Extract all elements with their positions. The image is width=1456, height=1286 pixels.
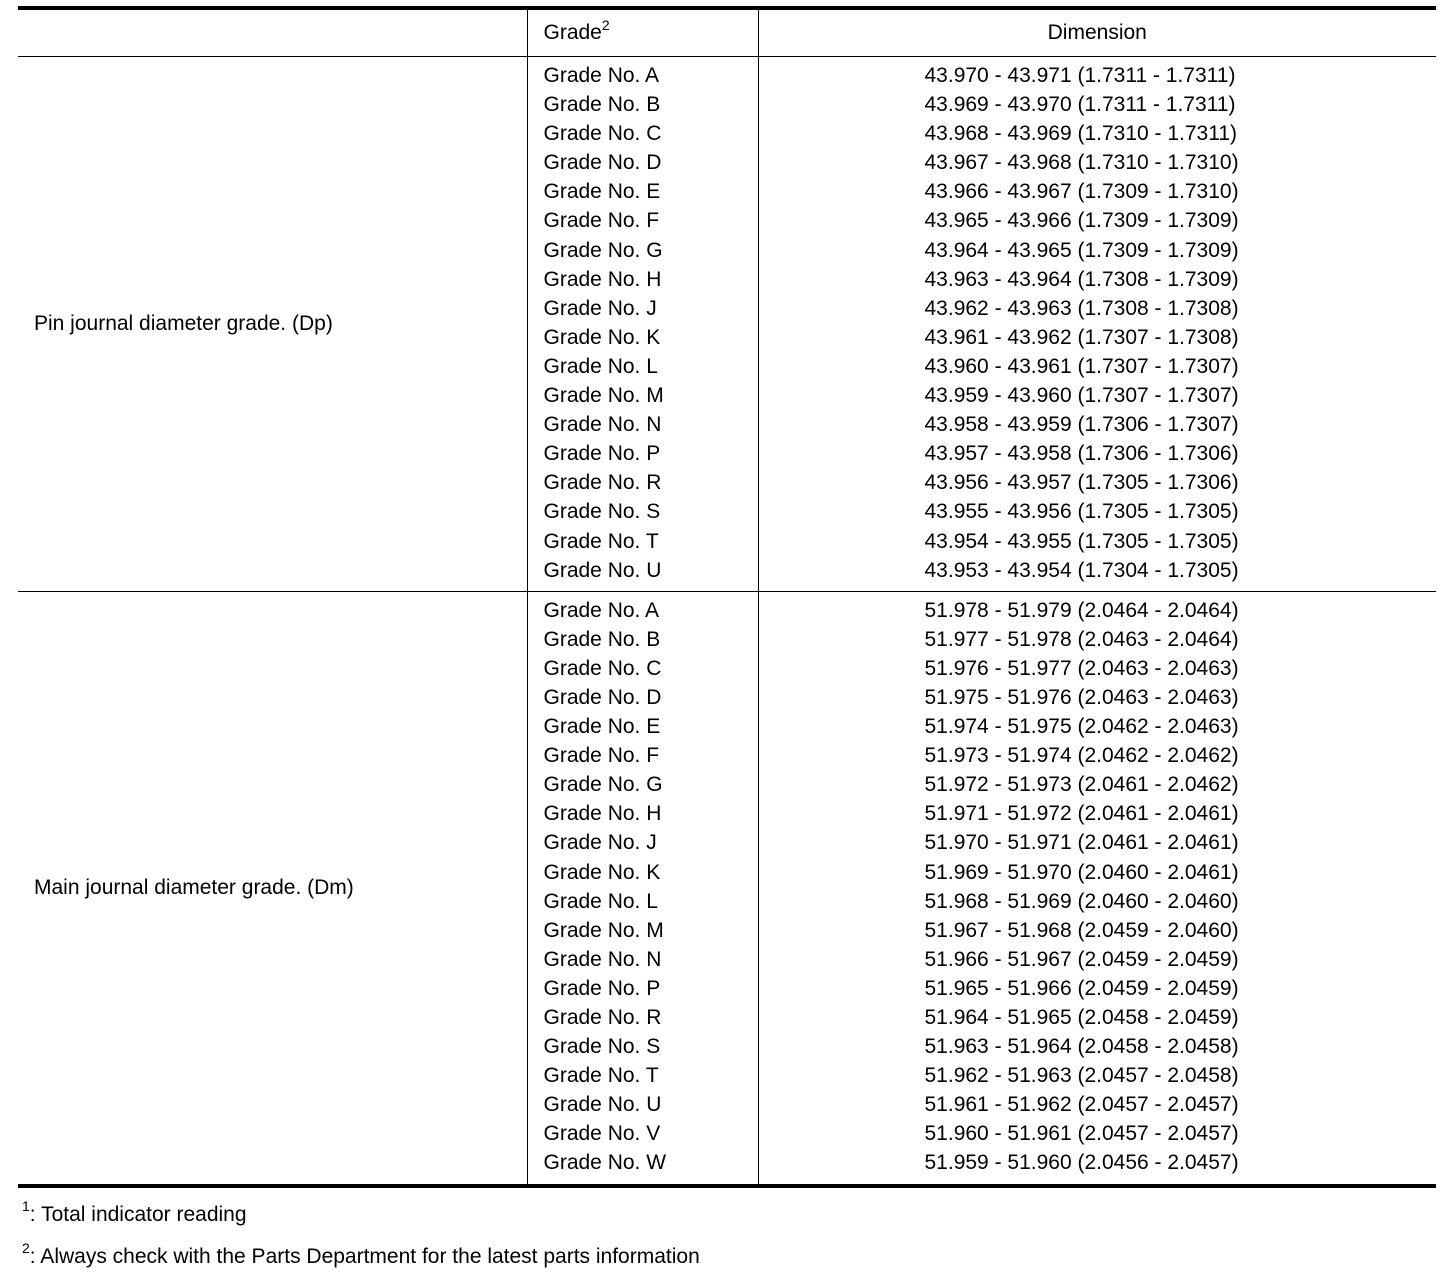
grade-cell: Grade No. P — [543, 976, 661, 1000]
dimension-cell: 51.959 - 51.960 (2.0456 - 2.0457) — [924, 1151, 1239, 1175]
dimension-cell: 43.956 - 43.957 (1.7305 - 1.7306) — [924, 471, 1239, 495]
table-row-group-main — [18, 591, 1436, 1185]
grade-cell: Grade No. H — [543, 267, 662, 291]
dimension-cell: 51.966 - 51.967 (2.0459 - 2.0459) — [924, 947, 1239, 971]
grade-cell: Grade No. D — [543, 151, 662, 175]
dimension-cell: 51.975 - 51.976 (2.0463 - 2.0463) — [924, 685, 1239, 709]
dimension-cell: 43.966 - 43.967 (1.7309 - 1.7310) — [924, 180, 1239, 204]
dimension-cell: 51.977 - 51.978 (2.0463 - 2.0464) — [924, 627, 1239, 651]
dimension-cell: 43.967 - 43.968 (1.7310 - 1.7310) — [924, 151, 1239, 175]
grade-cell: Grade No. M — [543, 384, 664, 408]
grade-cell: Grade No. U — [543, 558, 662, 582]
dimension-cell: 51.973 - 51.974 (2.0462 - 2.0462) — [924, 744, 1239, 768]
dimension-cell: 51.960 - 51.961 (2.0457 - 2.0457) — [924, 1122, 1239, 1146]
dimension-cell: 51.970 - 51.971 (2.0461 - 2.0461) — [924, 831, 1239, 855]
header-empty-cell — [18, 8, 527, 57]
grade-cell: Grade No. M — [543, 918, 664, 942]
grade-cell: Grade No. C — [543, 656, 662, 680]
grade-cell: Grade No. T — [543, 1064, 659, 1088]
grade-cell: Grade No. J — [543, 831, 657, 855]
dimension-cell: 43.958 - 43.959 (1.7306 - 1.7307) — [924, 413, 1239, 437]
dimension-cell: 51.967 - 51.968 (2.0459 - 2.0460) — [924, 918, 1239, 942]
grade-cell: Grade No. L — [543, 354, 658, 378]
grade-cell: Grade No. B — [543, 93, 661, 117]
dimension-cell: 43.959 - 43.960 (1.7307 - 1.7307) — [924, 384, 1239, 408]
footnote-1-text: : Total indicator reading — [29, 1203, 247, 1226]
grade-cell: Grade No. H — [543, 802, 662, 826]
dimension-cell: 43.965 - 43.966 (1.7309 - 1.7309) — [924, 209, 1239, 233]
grade-cell: Grade No. C — [543, 122, 662, 146]
dimension-cell: 43.964 - 43.965 (1.7309 - 1.7309) — [924, 238, 1239, 262]
grade-cell: Grade No. U — [543, 1093, 662, 1117]
dimension-cell: 43.970 - 43.971 (1.7311 - 1.7311) — [924, 64, 1236, 87]
journal-grade-table — [18, 6, 1436, 1188]
grade-cell: Grade No. G — [543, 238, 663, 262]
dimension-cell: 43.968 - 43.969 (1.7310 - 1.7311) — [924, 122, 1238, 146]
dimension-list-main — [759, 592, 1437, 1184]
grade-cell: Grade No. F — [543, 209, 660, 233]
grade-cell: Grade No. W — [543, 1151, 667, 1175]
footnote-1-mark: 1 — [22, 1198, 30, 1214]
table-header-row — [18, 8, 1436, 57]
dimension-cell: 43.953 - 43.954 (1.7304 - 1.7305) — [924, 558, 1239, 582]
dimension-cell: 43.954 - 43.955 (1.7305 - 1.7305) — [924, 529, 1239, 553]
grade-cell: Grade No. D — [543, 685, 662, 709]
dimension-cell: 51.971 - 51.972 (2.0461 - 2.0461) — [924, 802, 1239, 826]
grade-cell: Grade No. K — [543, 860, 661, 884]
grade-cell: Grade No. N — [543, 413, 662, 437]
footnote-1 — [22, 1198, 247, 1227]
group-label-main: Main journal diameter grade. (Dm) — [18, 591, 527, 1185]
header-grade-text: Grade — [543, 21, 602, 44]
grade-list-main — [544, 592, 758, 1184]
dimension-cell: 51.974 - 51.975 (2.0462 - 2.0463) — [924, 715, 1239, 739]
dimension-cell: 43.969 - 43.970 (1.7311 - 1.7311) — [924, 93, 1236, 117]
dimension-cell: 51.976 - 51.977 (2.0463 - 2.0463) — [924, 656, 1239, 680]
grade-cell: Grade No. P — [543, 442, 661, 466]
grade-list-pin — [544, 57, 758, 591]
grade-cell: Grade No. V — [543, 1122, 661, 1146]
grade-cell: Grade No. T — [543, 529, 659, 553]
header-grade — [527, 8, 758, 57]
grade-cell: Grade No. J — [543, 296, 657, 320]
grade-cell: Grade No. E — [543, 180, 661, 204]
dimension-cell: 51.964 - 51.965 (2.0458 - 2.0459) — [924, 1006, 1239, 1029]
dimension-cell: 51.965 - 51.966 (2.0459 - 2.0459) — [924, 976, 1239, 1000]
dimension-cell: 51.972 - 51.973 (2.0461 - 2.0462) — [924, 773, 1239, 797]
grade-cell: Grade No. G — [543, 773, 663, 797]
dimension-cell: 43.955 - 43.956 (1.7305 - 1.7305) — [924, 500, 1239, 524]
footnote-2-text: : Always check with the Parts Department for the latest parts information — [29, 1245, 700, 1268]
dimension-cell: 43.960 - 43.961 (1.7307 - 1.7307) — [924, 354, 1239, 378]
dimension-cell: 51.978 - 51.979 (2.0464 - 2.0464) — [924, 598, 1239, 622]
grade-cell: Grade No. N — [543, 947, 662, 971]
group-label-pin: Pin journal diameter grade. (Dp) — [18, 57, 527, 592]
header-dimension: Dimension — [758, 8, 1436, 57]
grade-cell: Grade No. F — [543, 744, 660, 768]
grade-cell: Grade No. B — [543, 627, 661, 651]
footnote-2 — [22, 1240, 700, 1269]
dimension-cell: 43.962 - 43.963 (1.7308 - 1.7308) — [924, 296, 1239, 320]
grade-cell: Grade No. R — [543, 471, 662, 495]
grade-cell: Grade No. A — [543, 64, 660, 87]
dimension-cell: 51.968 - 51.969 (2.0460 - 2.0460) — [924, 889, 1239, 913]
dimension-cell: 51.963 - 51.964 (2.0458 - 2.0458) — [924, 1035, 1239, 1059]
grade-cell: Grade No. S — [543, 1035, 661, 1059]
dimension-cell: 51.962 - 51.963 (2.0457 - 2.0458) — [924, 1064, 1239, 1088]
grade-cell: Grade No. R — [543, 1006, 662, 1029]
grade-cell: Grade No. L — [543, 889, 658, 913]
grade-cell: Grade No. S — [543, 500, 661, 524]
dimension-cell: 51.969 - 51.970 (2.0460 - 2.0461) — [924, 860, 1239, 884]
grade-cell: Grade No. A — [543, 598, 660, 622]
dimension-cell: 43.963 - 43.964 (1.7308 - 1.7309) — [924, 267, 1239, 291]
header-grade-footnote-mark: 2 — [601, 17, 610, 33]
dimension-cell: 51.961 - 51.962 (2.0457 - 2.0457) — [924, 1093, 1239, 1117]
grade-cell: Grade No. E — [543, 715, 661, 739]
dimension-cell: 43.961 - 43.962 (1.7307 - 1.7308) — [924, 325, 1239, 349]
dimension-cell: 43.957 - 43.958 (1.7306 - 1.7306) — [924, 442, 1239, 466]
footnote-2-mark: 2 — [22, 1240, 30, 1256]
dimension-list-pin — [759, 57, 1437, 591]
table-row-group-pin — [18, 57, 1436, 592]
grade-cell: Grade No. K — [543, 325, 661, 349]
